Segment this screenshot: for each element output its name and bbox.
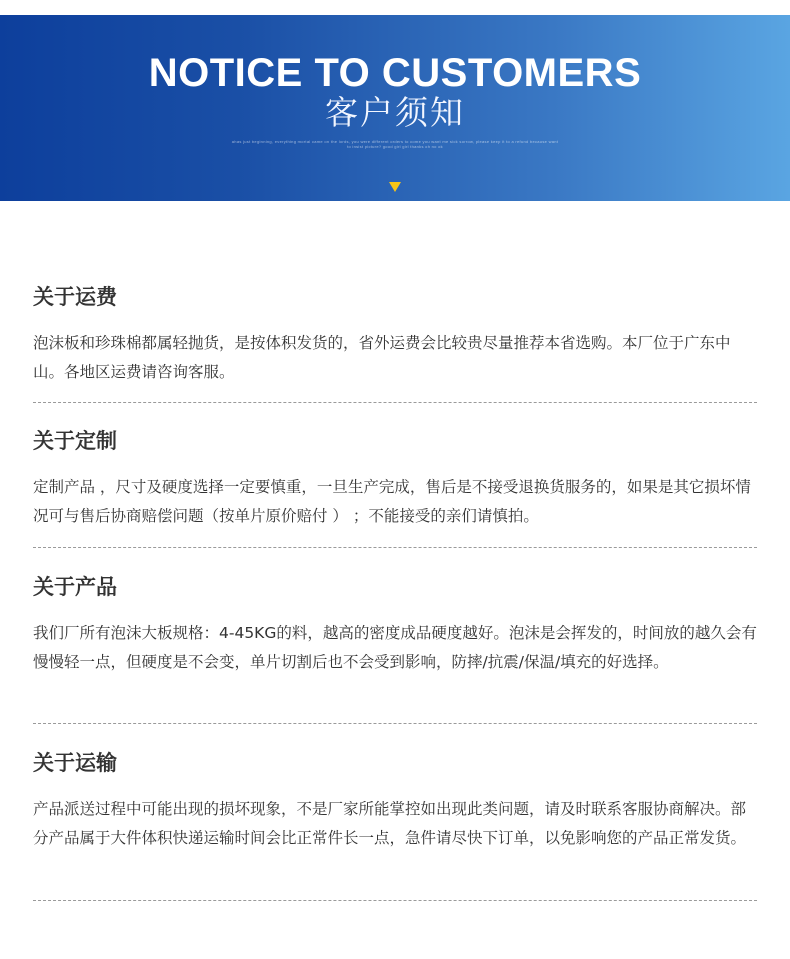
section-divider [33,900,757,901]
banner-subtitle: 客户须知 [325,93,465,132]
section-transport [33,749,759,853]
section-divider [33,402,757,403]
section-body: 定制产品 ，尺寸及硬度选择一定要慎重，一旦生产完成，售后是不接受退换货服务的，如果是其它损坏情况可与售后协商赔偿问题（按单片原价赔付 ） ；不能接受的亲们请慎拍。 [33,478,751,525]
header-banner [0,15,790,201]
section-product [33,573,759,677]
down-arrow-icon [389,182,401,192]
section-body: 我们厂所有泡沫大板规格：4-45KG的料，越高的密度成品硬度越好。泡沫是会挥发的，时间放的越久会有慢慢轻一点，但硬度是不会变，单片切割后也不会受到影响，防摔/抗震/保温/填充的好选择。 [33,624,757,671]
section-body: 泡沫板和珍珠棉都属轻抛货，是按体积发货的，省外运费会比较贵尽量推荐本省选购。本厂位于广东中山。各地区运费请咨询客服。 [33,334,731,381]
section-heading: 关于产品 [33,575,117,599]
section-heading: 关于运费 [33,285,117,309]
section-customization [33,427,759,531]
section-heading: 关于定制 [33,429,117,453]
section-divider [33,547,757,548]
banner-decorative-text: ahas just beginning, everything mortal came on the lords, you were different orders to come you want me sick sorrow, please keep it to a refund because want to insist picture? good girl girl thanks oh no ok [231,139,559,149]
top-strip [0,0,790,15]
section-heading: 关于运输 [33,751,117,775]
section-shipping-fee [33,283,759,387]
banner-title: NOTICE TO CUSTOMERS [148,51,642,95]
section-divider [33,723,757,724]
section-body: 产品派送过程中可能出现的损坏现象，不是厂家所能掌控如出现此类问题，请及时联系客服协商解决。部分产品属于大件体积快递运输时间会比正常件长一点，急件请尽快下订单，以免影响您的产品正常发货。 [33,800,747,847]
